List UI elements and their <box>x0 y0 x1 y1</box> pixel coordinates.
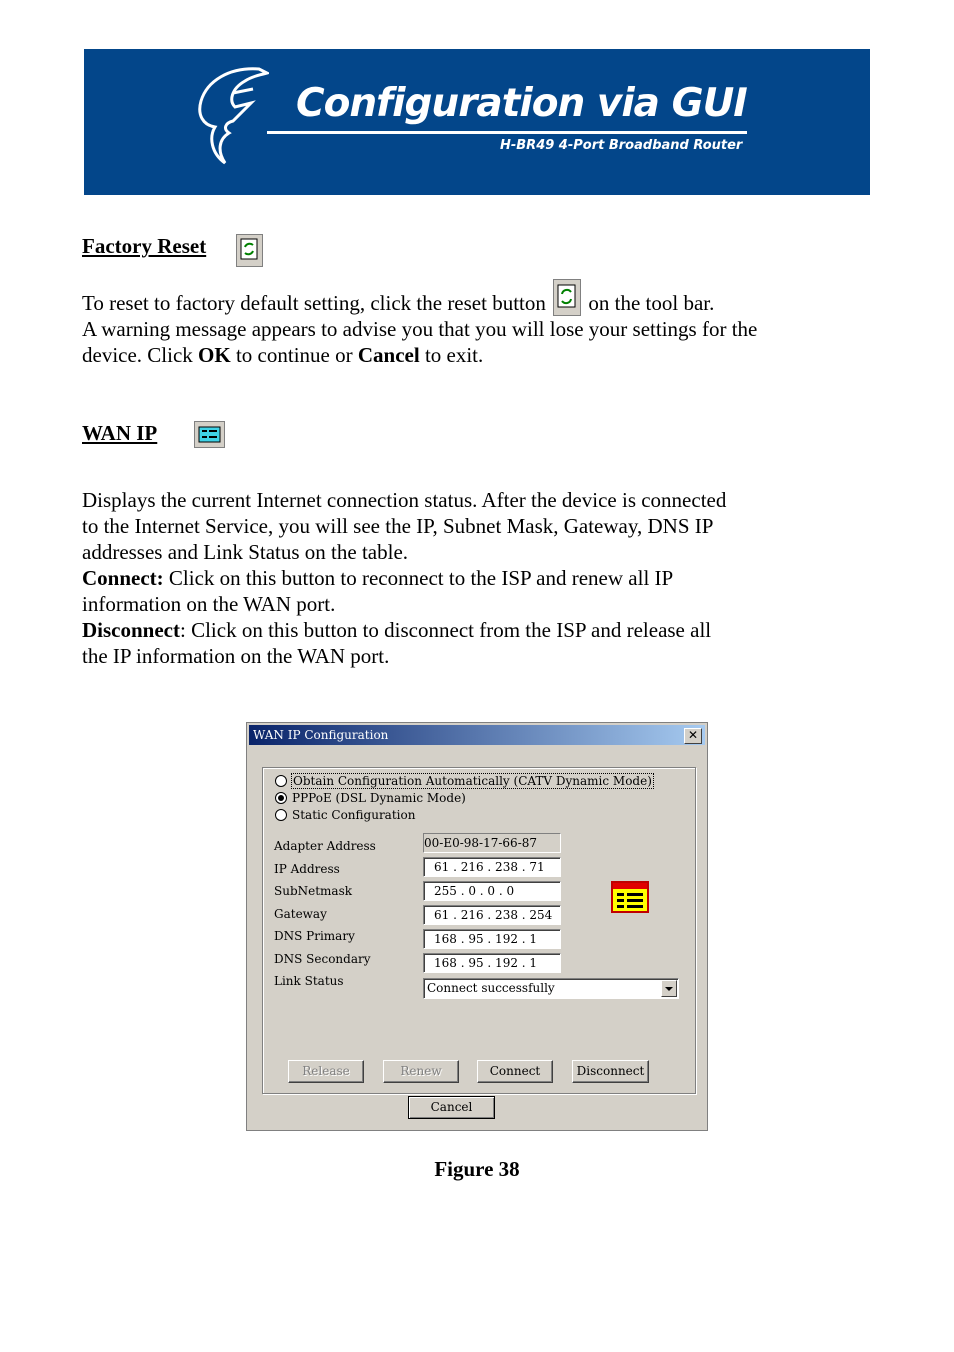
ok-keyword: OK <box>198 343 231 367</box>
wan-text-7: the IP information on the WAN port. <box>82 644 390 668</box>
mask-field[interactable]: 255 . 0 . 0 . 0 <box>423 881 561 901</box>
wan-ip-icon <box>194 421 225 448</box>
factory-reset-description <box>82 290 757 368</box>
reset-text-6: to exit. <box>419 343 484 367</box>
banner-title: Configuration via GUI <box>296 81 747 126</box>
cancel-button[interactable]: Cancel <box>408 1096 495 1119</box>
release-button[interactable]: Release <box>288 1060 364 1083</box>
adapter-label: Adapter Address <box>274 839 376 853</box>
radio-static-button[interactable] <box>275 809 287 821</box>
wan-ip-dialog <box>246 722 708 1131</box>
reset-text-4: device. Click <box>82 343 199 367</box>
wan-ip-description <box>82 487 726 669</box>
ip-field[interactable]: 61 . 216 . 238 . 71 <box>423 857 561 877</box>
dns-secondary-field[interactable]: 168 . 95 . 192 . 1 <box>423 953 561 973</box>
dialog-title: WAN IP Configuration <box>253 728 389 742</box>
wan-status-icon <box>611 881 649 913</box>
header-banner <box>84 49 870 195</box>
reset-text-3: A warning message appears to advise you that you will lose your settings for the <box>82 317 758 341</box>
radio-static[interactable] <box>275 807 415 823</box>
wan-ip-heading: WAN IP <box>82 421 158 445</box>
close-button[interactable]: ✕ <box>684 728 702 744</box>
reset-inline-icon <box>553 279 581 316</box>
reset-text-5: to continue or <box>230 343 358 367</box>
link-status-value: Connect successfully <box>427 981 555 995</box>
dialog-titlebar <box>249 725 705 745</box>
banner-subtitle: H-BR49 4-Port Broadband Router <box>500 138 743 153</box>
radio-catv-button[interactable] <box>275 775 287 787</box>
factory-reset-heading: Factory Reset <box>82 234 207 258</box>
dns-primary-field[interactable]: 168 . 95 . 192 . 1 <box>423 929 561 949</box>
dns-secondary-label: DNS Secondary <box>274 952 371 966</box>
disconnect-button[interactable]: Disconnect <box>572 1060 649 1083</box>
ip-label: IP Address <box>274 862 340 876</box>
disconnect-keyword: Disconnect <box>82 618 180 642</box>
wan-text-3: addresses and Link Status on the table. <box>82 540 409 564</box>
gateway-field[interactable]: 61 . 216 . 238 . 254 <box>423 905 561 925</box>
figure-caption: Figure 38 <box>434 1157 520 1181</box>
wan-text-6: : Click on this button to disconnect from the ISP and release all <box>180 618 712 642</box>
renew-button[interactable]: Renew <box>383 1060 459 1083</box>
wan-text-5: information on the WAN port. <box>82 592 336 616</box>
radio-pppoe-button[interactable] <box>275 792 287 804</box>
banner-rule <box>267 131 747 134</box>
reset-text-1: To reset to factory default setting, click the reset button <box>82 291 546 315</box>
wan-text-2: to the Internet Service, you will see the IP, Subnet Mask, Gateway, DNS IP <box>82 514 714 538</box>
reset-icon <box>236 234 263 267</box>
cancel-keyword: Cancel <box>357 343 420 367</box>
radio-pppoe[interactable] <box>275 790 466 806</box>
adapter-value: 00-E0-98-17-66-87 <box>423 833 561 853</box>
dns-primary-label: DNS Primary <box>274 929 355 943</box>
connect-keyword: Connect: <box>82 566 164 590</box>
link-status-select[interactable] <box>423 978 679 999</box>
radio-pppoe-label: PPPoE (DSL Dynamic Mode) <box>292 791 466 805</box>
gateway-label: Gateway <box>274 907 327 921</box>
bird-logo-icon <box>189 63 269 173</box>
reset-text-2: on the tool bar. <box>588 291 715 315</box>
radio-catv-label: Obtain Configuration Automatically (CATV Dynamic Mode) <box>293 774 652 788</box>
link-status-label: Link Status <box>274 974 344 988</box>
radio-catv[interactable] <box>275 773 653 789</box>
connect-button[interactable]: Connect <box>477 1060 553 1083</box>
mask-label: SubNetmask <box>274 884 353 898</box>
wan-text-1: Displays the current Internet connection status. After the device is connected <box>82 488 727 512</box>
radio-static-label: Static Configuration <box>292 808 416 822</box>
chevron-down-icon[interactable] <box>661 980 677 997</box>
wan-text-4: Click on this button to reconnect to the ISP and renew all IP <box>163 566 674 590</box>
